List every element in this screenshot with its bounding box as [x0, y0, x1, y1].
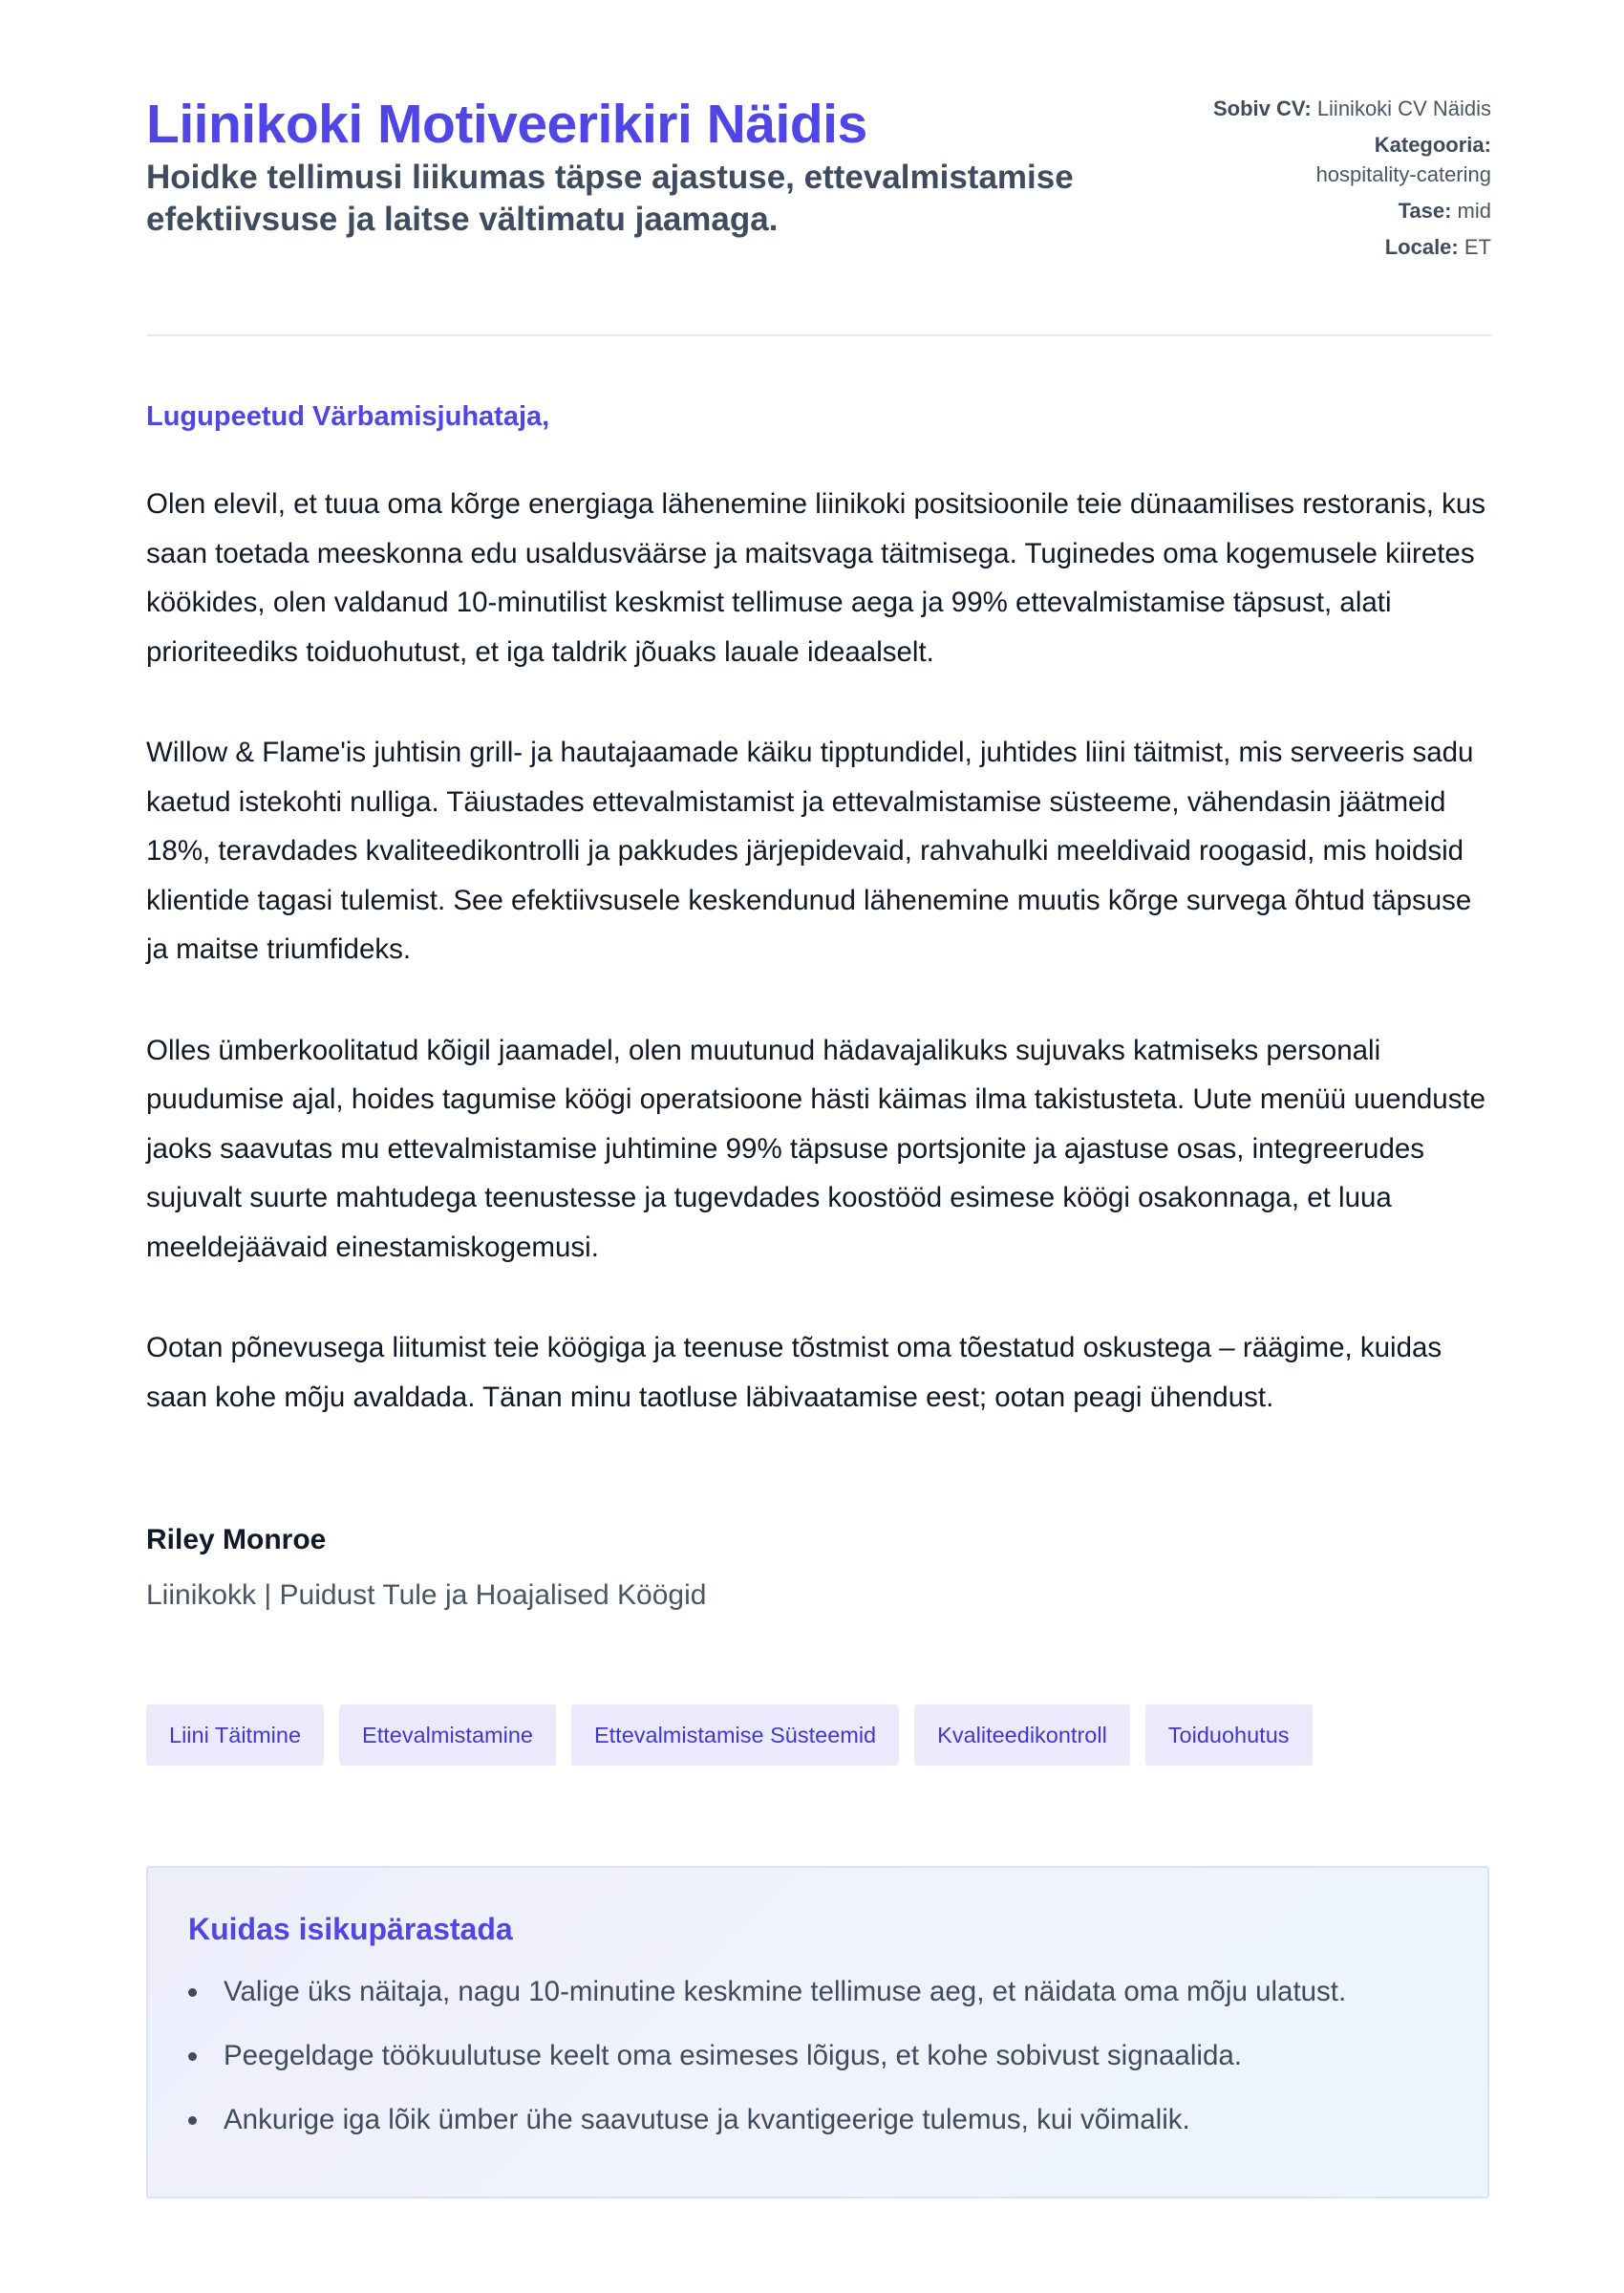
bullet-icon — [188, 2116, 197, 2125]
bullet-icon — [188, 1988, 197, 1997]
skill-tag[interactable]: Ettevalmistamine — [339, 1704, 556, 1766]
meta-key: Sobiv CV: — [1213, 96, 1312, 120]
meta-info — [1205, 94, 1491, 268]
page-subtitle: Hoidke tellimusi liikumas täpse ajastuse, ettevalmistamise efektiivsuse ja laitse vältimatu jaamaga. — [146, 159, 1074, 238]
letter-paragraph: Olles ümberkoolitatud kõigil jaamadel, olen muutunud hädavajalikuks sujuvaks katmiseks personali puudumise ajal, hoides tagumise köögi operatsioone hästi käimas ilma takistusteta. Uute menüü uuenduste jaoks saavutas mu ettevalmistamise juhtimine 99% täpsuse portsjonite ja ajastuse osas, integreerudes sujuvalt suurte mahtudega teenustesse ja tugevdades koostööd esimese köögi osakonnaga, et luua meeldejäävaid einestamiskogemusi. — [146, 1034, 1486, 1263]
letter-paragraph: Olen elevil, et tuua oma kõrge energiaga lähenemine liinikoki positsioonile teie dünaamilises restoranis, kus saan toetada meeskonna edu usaldusväärse ja maitsvaga täitmisega. Tuginedes oma kogemusele kiiretes köökides, olen valdanud 10-minutilist keskmist tellimuse aega ja 99% ettevalmistamise täpsust, alati prioriteediks toiduohutust, et iga taldrik jõuaks lauale ideaalselt. — [146, 488, 1486, 668]
tip-item — [188, 1973, 1346, 2011]
personalization-tips-box — [146, 1866, 1489, 2198]
skill-tag[interactable]: Liini Täitmine — [146, 1704, 324, 1766]
tip-text: Ankurige iga lõik ümber ühe saavutuse ja kvantigeerige tulemus, kui võimalik. — [224, 2104, 1190, 2135]
tip-text: Valige üks näitaja, nagu 10-minutine keskmine tellimuse aeg, et näidata oma mõju ulatust. — [224, 1976, 1347, 2007]
skill-tag[interactable]: Kvaliteedikontroll — [914, 1704, 1130, 1766]
meta-value: Liinikoki CV Näidis — [1316, 96, 1491, 120]
letter-paragraph: Willow & Flame'is juhtisin grill- ja hautajaamade käiku tipptundidel, juhtides liini täitmist, mis serveeris sadu kaetud istekohti nulliga. Täiustades ettevalmistamist ja ettevalmistamise süsteeme, vähendasin jäätmeid 18%, teravdades kvaliteedikontrolli ja pakkudes järjepidevaid, rahvahulki meeldivaid roogasid, mis hoidsid klientide tagasi tulemist. See efektiivsusele keskendunud lähenemine muutis kõrge survega õhtud täpsuse ja maitse triumfideks. — [146, 737, 1474, 965]
skill-tag[interactable]: Toiduohutus — [1145, 1704, 1313, 1766]
tips-title: Kuidas isikupärastada — [188, 1912, 513, 1946]
header — [146, 0, 1491, 336]
tip-item — [188, 2101, 1346, 2139]
bullet-icon — [188, 2052, 197, 2061]
meta-category — [1205, 130, 1491, 189]
skill-tags — [146, 1704, 1313, 1766]
meta-value: ET — [1464, 235, 1491, 259]
page-title: Liinikoki Motiveerikiri Näidis — [146, 94, 867, 155]
meta-key: Tase: — [1398, 199, 1452, 223]
meta-key: Kategooria: — [1374, 133, 1491, 157]
header-divider — [146, 334, 1491, 336]
meta-matching-cv — [1205, 94, 1491, 123]
cover-letter-page — [146, 0, 1491, 2135]
skill-tag[interactable]: Ettevalmistamise Süsteemid — [571, 1704, 899, 1766]
meta-key: Locale: — [1384, 235, 1459, 259]
signature-title: Liinikokk | Puidust Tule ja Hoajalised Köögid — [146, 1579, 707, 1611]
meta-value: hospitality-catering — [1315, 162, 1491, 186]
signature-name: Riley Monroe — [146, 1524, 327, 1555]
meta-locale — [1205, 232, 1491, 262]
letter-body — [146, 480, 1493, 1473]
tip-item — [188, 2037, 1346, 2075]
meta-level — [1205, 196, 1491, 225]
meta-value: mid — [1457, 199, 1491, 223]
letter-paragraph: Ootan põnevusega liitumist teie köögiga ja teenuse tõstmist oma tõestatud oskustega – räägime, kuidas saan kohe mõju avaldada. Tänan minu taotluse läbivaatamise eest; ootan peagi ühendust. — [146, 1332, 1442, 1413]
tips-list — [188, 1973, 1346, 2165]
tip-text: Peegeldage töökuulutuse keelt oma esimeses lõigus, et kohe sobivust signaalida. — [224, 2040, 1242, 2071]
salutation: Lugupeetud Värbamisjuhataja, — [146, 401, 550, 432]
